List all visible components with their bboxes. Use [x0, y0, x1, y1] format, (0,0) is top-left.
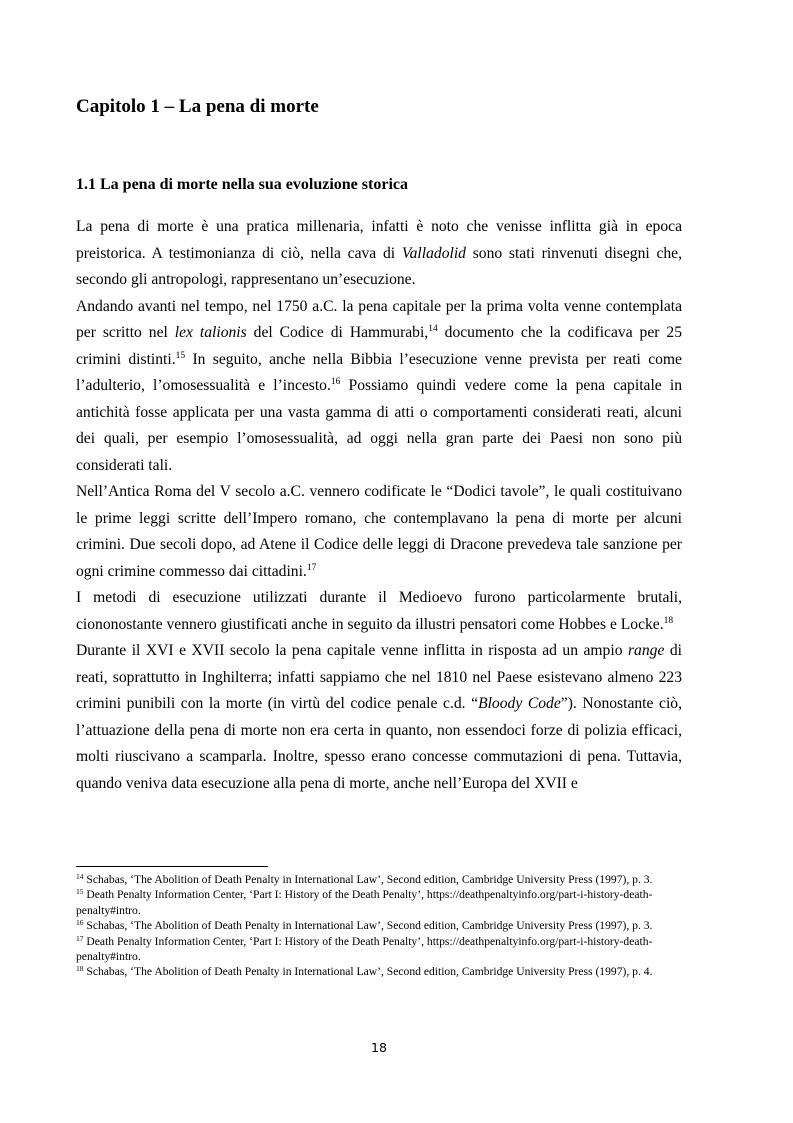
- text-run: La pena di morte è una pratica millenaria, infatti è noto che venisse inflitta già in epoca preistorica. A testimonianza di ciò, nella cava di: [76, 218, 682, 262]
- italic-text: range: [627, 642, 665, 659]
- body-text: [76, 214, 682, 797]
- italic-text: Valladolid: [401, 244, 466, 262]
- footnote-ref[interactable]: 18: [663, 615, 674, 626]
- paragraph-2: [76, 294, 682, 480]
- text-run: Possiamo quindi vedere come la pena capitale in antichità fosse applicata per una vasta gamma di atti o comportamenti considerati reati, alcuni dei quali, per esempio l’omosessualità, ad oggi nella gran parte dei Paesi non sono più considerati tali.: [76, 377, 682, 474]
- footnote-ref[interactable]: 16: [330, 377, 341, 387]
- text-run: sono stati rinvenuti disegni che, secondo gli antropologi, rappresentano un’esecuzione.: [76, 244, 682, 288]
- text-run: ”). Nonostante ciò, l’attuazione della pena di morte non era certa in quanto, non essendoci forze di polizia efficaci, molti riuscivano a scamparla. Inoltre, spesso erano concesse commutazioni di pena. Tuttavia, quando veniva data esecuzione alla pena di morte, anche nell’Europa del XVII e: [76, 695, 682, 792]
- footnote: [76, 872, 682, 887]
- footnote-number: 17: [76, 933, 84, 943]
- text-run: del Codice di Hammurabi,: [246, 324, 429, 341]
- text-run: Nell’Antica Roma del V secolo a.C. vennero codificate le “Dodici tavole”, le quali costituivano le prime leggi scritte dell’Impero romano, che contemplavano la pena di morte per alcuni crimini. Due secoli dopo, ad Atene il Codice delle leggi di Dracone prevedeva tale sanzione per ogni crimine commesso dai cittadini.: [76, 483, 682, 580]
- footnote-number: 15: [76, 887, 84, 897]
- text-run: di reati, soprattutto in Inghilterra; infatti sappiamo che nel 1810 nel Paese esistevano almeno 223 crimini punibili con la morte (in virtù del codice penale c.d. “: [76, 642, 682, 712]
- footnote-ref[interactable]: 14: [428, 324, 438, 334]
- footnote: [76, 934, 682, 965]
- text-run: I metodi di esecuzione utilizzati durante il Medioevo furono particolarmente brutali, ciononostante vennero giustificati anche in seguito da illustri pensatori come Hobbes e Locke.: [76, 589, 682, 633]
- footnote-number: 14: [76, 872, 84, 881]
- page-number: 18: [371, 1040, 387, 1055]
- paragraph-3: [76, 479, 682, 585]
- footnote: [76, 918, 682, 933]
- paragraph-1: [76, 214, 682, 294]
- italic-text: lex talionis: [174, 324, 247, 341]
- text-run: documento che la codificava per 25 crimini distinti.: [76, 324, 683, 368]
- footnote-separator: [76, 866, 268, 867]
- footnote: [76, 887, 682, 918]
- footnote-number: 18: [76, 964, 84, 974]
- footnote-ref[interactable]: 17: [306, 562, 317, 573]
- italic-text: Bloody Code: [478, 695, 561, 712]
- text-run: Andando avanti nel tempo, nel 1750 a.C. la pena capitale per la prima volta venne contemplata per scritto nel: [76, 297, 682, 341]
- text-run: Durante il XVI e XVII secolo la pena capitale venne inflitta in risposta ad un ampio: [76, 642, 628, 659]
- footnote: [76, 964, 682, 979]
- footnotes: [76, 872, 682, 980]
- footnote-text: Schabas, ‘The Abolition of Death Penalty in International Law’, Second edition, Cambridge University Press (1997), p. 3.: [83, 919, 653, 933]
- footnote-text: Schabas, ‘The Abolition of Death Penalty in International Law’, Second edition, Cambridge University Press (1997), p. 4.: [83, 965, 653, 979]
- section-title: 1.1 La pena di morte nella sua evoluzione storica: [76, 176, 408, 193]
- text-run: In seguito, anche nella Bibbia l’esecuzione venne prevista per reati come l’adulterio, l’omosessualità e l’incesto.: [76, 350, 682, 394]
- paragraph-5: [76, 638, 682, 797]
- footnote-number: 16: [76, 918, 84, 928]
- chapter-title: Capitolo 1 – La pena di morte: [76, 96, 319, 117]
- footnote-ref[interactable]: 15: [175, 350, 186, 361]
- footnote-text: Death Penalty Information Center, ‘Part I: History of the Death Penalty’, https://deathpenaltyinfo.org/part-i-history-death-penalty#intro.: [76, 888, 653, 917]
- paragraph-4: [76, 585, 682, 638]
- footnote-text: Schabas, ‘The Abolition of Death Penalty in International Law’, Second edition, Cambridge University Press (1997), p. 3.: [83, 873, 653, 886]
- footnote-text: Death Penalty Information Center, ‘Part I: History of the Death Penalty’, https://deathpenaltyinfo.org/part-i-history-death-penalty#intro.: [76, 934, 653, 964]
